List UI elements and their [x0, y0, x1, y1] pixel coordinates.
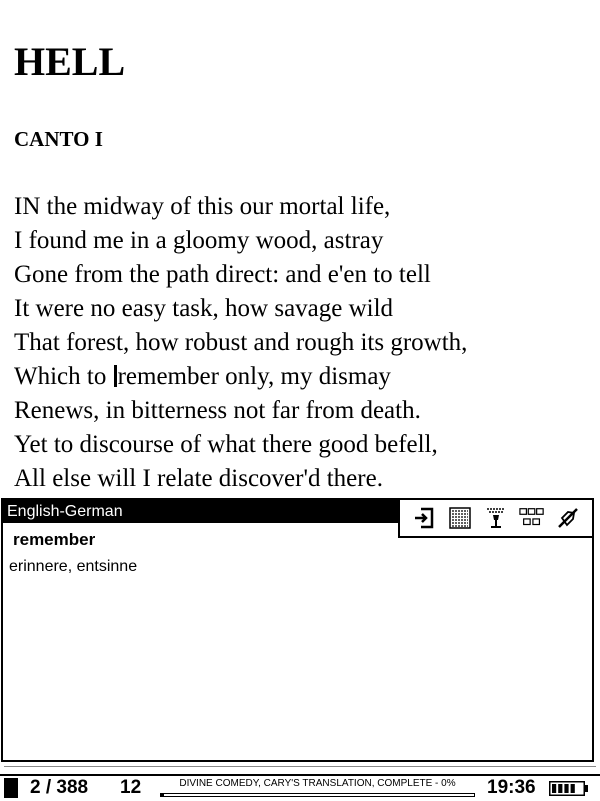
verse-line: Gone from the path direct: and e'en to tell [14, 261, 431, 288]
page-indicator[interactable]: 2 / 388 [30, 777, 89, 798]
battery-cell [552, 784, 556, 793]
chapter-pages-left: 12 [120, 777, 142, 798]
verse-line: IN the midway of this our mortal life, [14, 193, 391, 220]
text-cursor [114, 365, 117, 387]
progress-bar [160, 793, 475, 797]
verse-line-start: Which to [14, 363, 113, 390]
verse-line: Renews, in bitterness not far from death. [14, 397, 421, 424]
part-title: HELL [14, 39, 126, 84]
verse-line: It were no easy task, how savage wild [14, 295, 394, 322]
dictionary-popup[interactable] [1, 498, 594, 762]
battery-cell [558, 784, 562, 793]
canto-heading: CANTO I [14, 127, 103, 151]
verse-line-selected [14, 360, 594, 394]
clock: 19:36 [487, 777, 536, 798]
dictionary-list-icon[interactable] [447, 505, 473, 531]
battery-cell [564, 784, 568, 793]
selected-word-line[interactable]: remember only, my dismay [117, 363, 391, 390]
book-caption: DIVINE COMEDY, CARY'S TRANSLATION, COMPLETE - 0% [179, 778, 456, 789]
verse-line: Yet to discourse of what there good befell, [14, 431, 438, 458]
verse-text[interactable] [14, 190, 594, 496]
progress-fill [161, 794, 164, 796]
verse-line: I found me in a gloomy wood, astray [14, 227, 384, 254]
dictionary-toolbar [398, 498, 594, 538]
battery-cell [571, 784, 575, 793]
status-bar[interactable] [0, 774, 600, 800]
translate-icon[interactable] [483, 505, 509, 531]
panel-shadow [4, 762, 596, 767]
book-progress[interactable] [160, 777, 475, 799]
translation-text: erinnere, entsinne [9, 558, 138, 575]
exit-icon[interactable] [411, 505, 437, 531]
headword: remember [13, 530, 96, 549]
verse-line: All else will I relate discover'd there. [14, 465, 383, 492]
status-marker [4, 778, 18, 798]
verse-line: That forest, how robust and rough its growth, [14, 329, 468, 356]
battery-icon [549, 781, 589, 796]
pin-icon[interactable] [555, 505, 581, 531]
layout-grid-icon[interactable] [519, 505, 545, 531]
dictionary-name[interactable]: English-German [3, 500, 400, 523]
